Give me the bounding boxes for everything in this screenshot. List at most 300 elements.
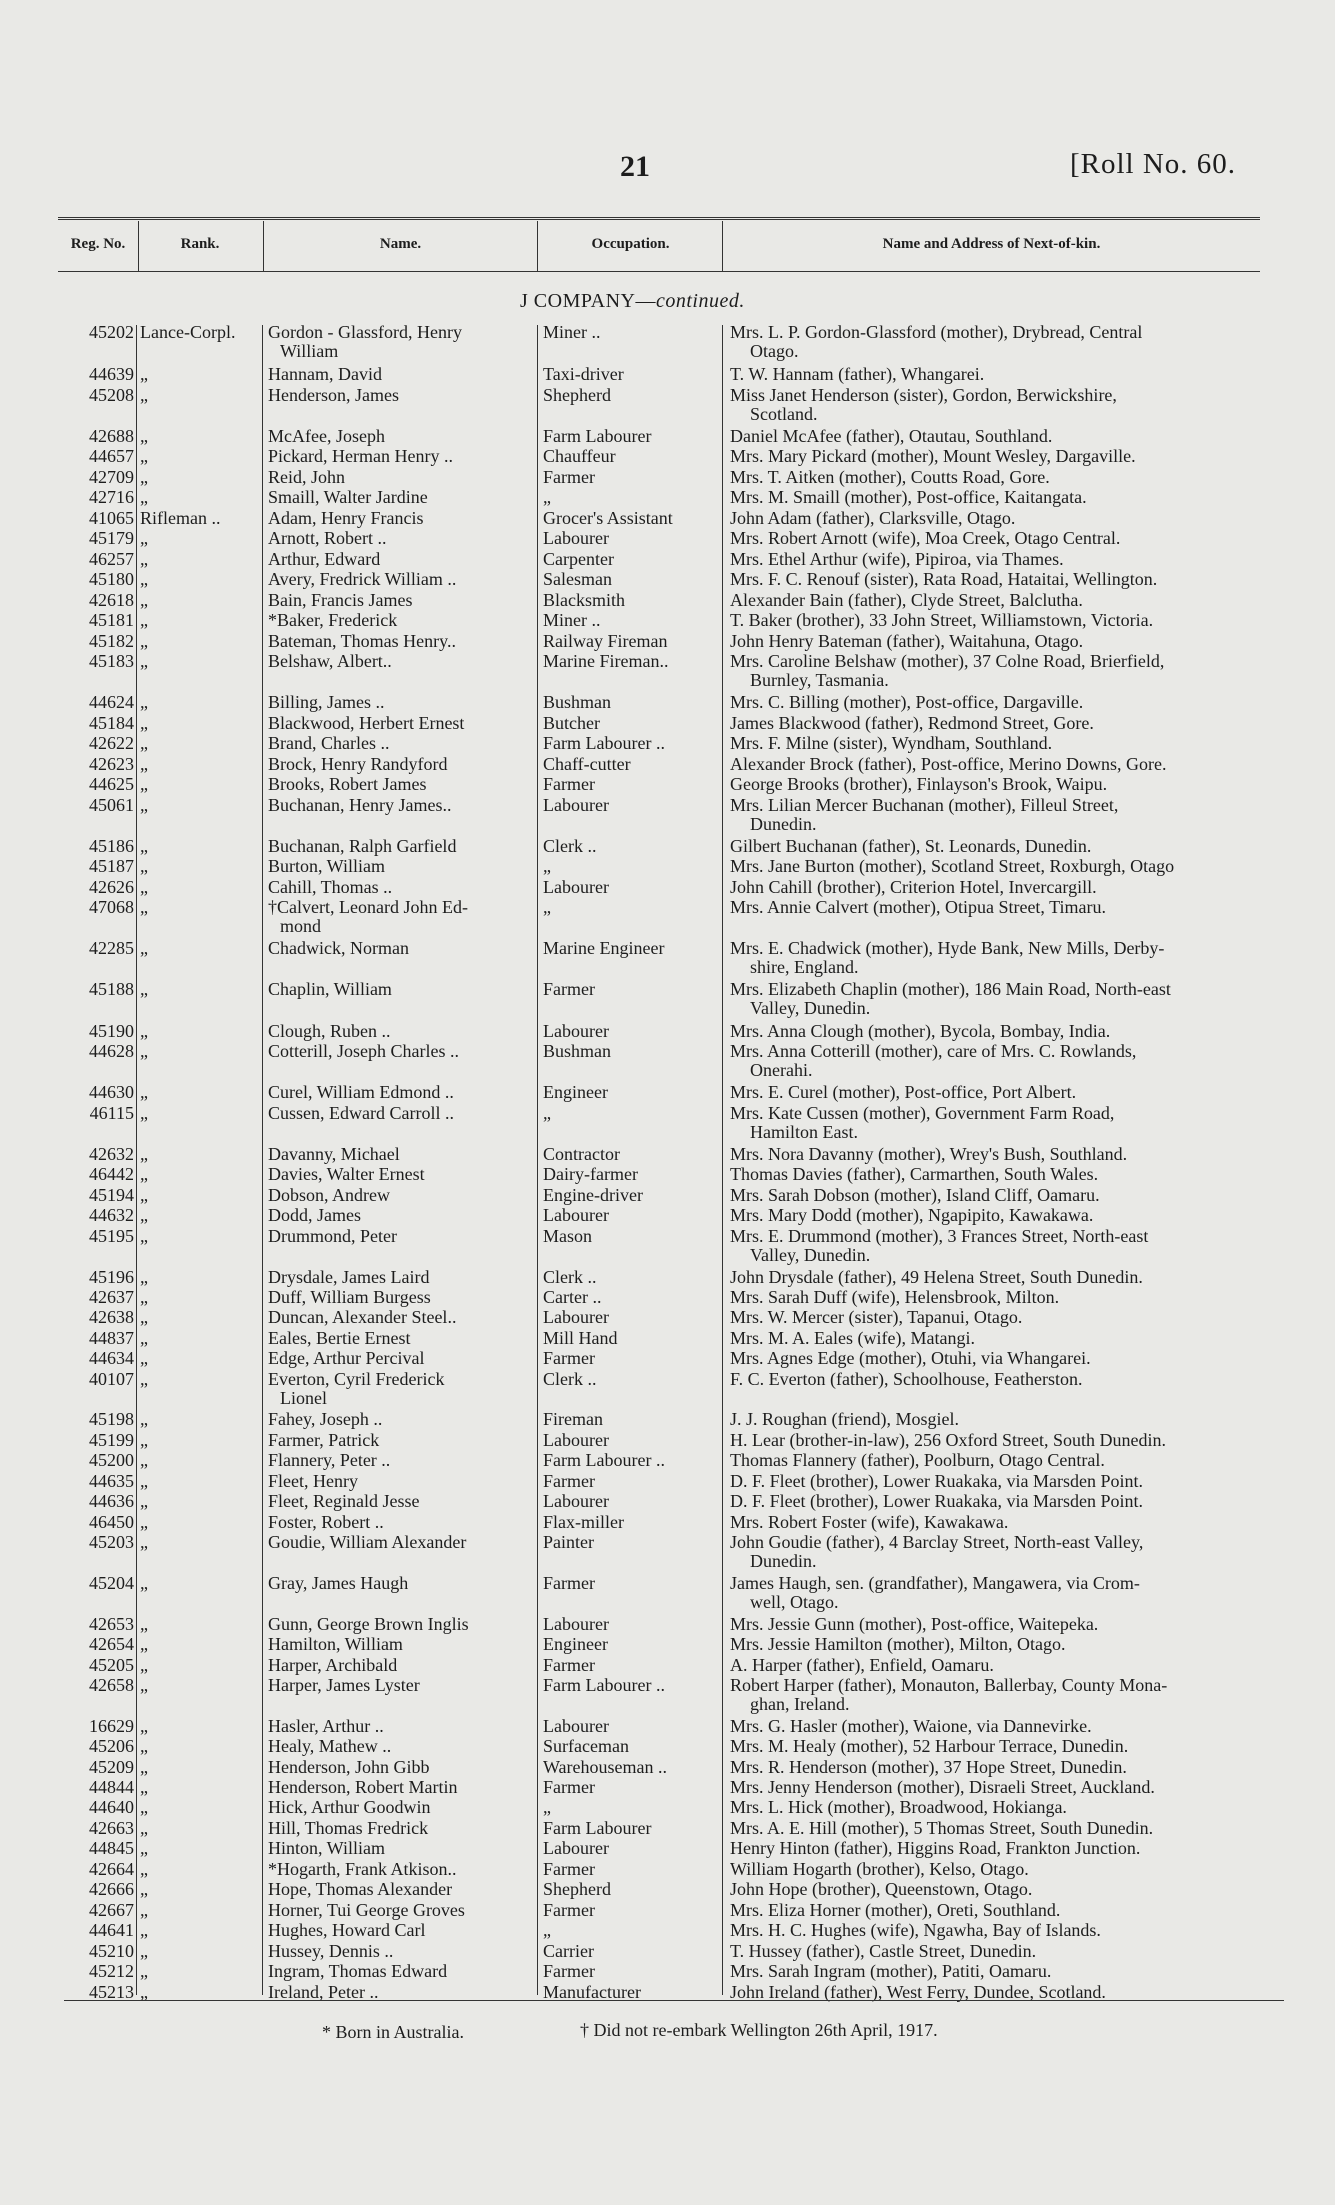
soldier-name: Duncan, Alexander Steel.. xyxy=(268,1307,457,1327)
footnote-born-australia: * Born in Australia. xyxy=(322,2022,464,2042)
occupation: „ xyxy=(543,1103,551,1123)
occupation: Grocer's Assistant xyxy=(543,508,673,528)
next-of-kin: Mrs. E. Chadwick (mother), Hyde Bank, New Mills, Derby- xyxy=(730,938,1165,958)
occupation: Miner .. xyxy=(543,322,601,342)
next-of-kin: Mrs. Annie Calvert (mother), Otipua Street, Timaru. xyxy=(730,897,1106,917)
reg-number: 44636 xyxy=(89,1491,134,1511)
rank: „ xyxy=(140,1430,148,1450)
rank: „ xyxy=(140,1226,148,1246)
soldier-name: Healy, Mathew .. xyxy=(268,1736,392,1756)
soldier-name: Flannery, Peter .. xyxy=(268,1450,391,1470)
reg-number: 44641 xyxy=(89,1920,134,1940)
roll-label: [Roll No. 60. xyxy=(1070,148,1237,180)
occupation: Farmer xyxy=(543,1348,595,1368)
soldier-name: Ingram, Thomas Edward xyxy=(268,1961,448,1981)
occupation: „ xyxy=(543,897,551,917)
rank: „ xyxy=(140,1675,148,1695)
rank: „ xyxy=(140,1634,148,1654)
rank: „ xyxy=(140,487,148,507)
soldier-name: †Calvert, Leonard John Ed- xyxy=(268,897,468,917)
reg-number: 42663 xyxy=(89,1818,134,1838)
next-of-kin-continued: well, Otago. xyxy=(750,1592,839,1612)
rank: „ xyxy=(140,1471,148,1491)
occupation: Mill Hand xyxy=(543,1328,618,1348)
rank: „ xyxy=(140,446,148,466)
soldier-name: Everton, Cyril Frederick xyxy=(268,1369,445,1389)
next-of-kin: William Hogarth (brother), Kelso, Otago. xyxy=(730,1859,1029,1879)
rank: „ xyxy=(140,1041,148,1061)
occupation: „ xyxy=(543,1797,551,1817)
next-of-kin-continued: Otago. xyxy=(750,341,799,361)
occupation: Labourer xyxy=(543,877,609,897)
soldier-name: Brand, Charles .. xyxy=(268,733,390,753)
next-of-kin: Mrs. E. Curel (mother), Post-office, Port Albert. xyxy=(730,1082,1077,1102)
next-of-kin: James Haugh, sen. (grandfather), Mangawera, via Crom- xyxy=(730,1573,1140,1593)
soldier-name: Belshaw, Albert.. xyxy=(268,651,392,671)
occupation: Farm Labourer .. xyxy=(543,733,665,753)
rank: „ xyxy=(140,1879,148,1899)
soldier-name: Hannam, David xyxy=(268,364,382,384)
reg-number: 44845 xyxy=(89,1838,134,1858)
soldier-name: Fahey, Joseph .. xyxy=(268,1409,383,1429)
next-of-kin: Mrs. Lilian Mercer Buchanan (mother), Filleul Street, xyxy=(730,795,1119,815)
next-of-kin: Mrs. F. Milne (sister), Wyndham, Southland. xyxy=(730,733,1053,753)
top-rule xyxy=(58,217,1260,220)
next-of-kin-continued: Valley, Dunedin. xyxy=(750,998,871,1018)
reg-number: 45198 xyxy=(89,1409,134,1429)
next-of-kin-continued: Dunedin. xyxy=(750,1551,817,1571)
reg-number: 42667 xyxy=(89,1900,134,1920)
next-of-kin: Mrs. Kate Cussen (mother), Government Farm Road, xyxy=(730,1103,1115,1123)
next-of-kin: John Cahill (brother), Criterion Hotel, Invercargill. xyxy=(730,877,1097,897)
soldier-name: Chadwick, Norman xyxy=(268,938,409,958)
soldier-name: Billing, James .. xyxy=(268,692,385,712)
soldier-name: Edge, Arthur Percival xyxy=(268,1348,425,1368)
rank: „ xyxy=(140,836,148,856)
soldier-name: Gordon - Glassford, Henry xyxy=(268,322,462,342)
occupation: Carrier xyxy=(543,1941,594,1961)
soldier-name: Bain, Francis James xyxy=(268,590,413,610)
occupation: Farmer xyxy=(543,979,595,999)
rank: „ xyxy=(140,692,148,712)
reg-number: 45194 xyxy=(89,1185,134,1205)
next-of-kin-continued: Valley, Dunedin. xyxy=(750,1245,871,1265)
reg-number: 45196 xyxy=(89,1267,134,1287)
next-of-kin: Thomas Davies (father), Carmarthen, South Wales. xyxy=(730,1164,1099,1184)
next-of-kin: Mrs. M. Healy (mother), 52 Harbour Terrace, Dunedin. xyxy=(730,1736,1129,1756)
next-of-kin: Mrs. Jenny Henderson (mother), Disraeli Street, Auckland. xyxy=(730,1777,1155,1797)
reg-number: 42623 xyxy=(89,754,134,774)
soldier-name: Ireland, Peter .. xyxy=(268,1982,379,2002)
reg-number: 45190 xyxy=(89,1021,134,1041)
occupation: Engineer xyxy=(543,1634,608,1654)
reg-number: 42638 xyxy=(89,1307,134,1327)
occupation: Chaff-cutter xyxy=(543,754,631,774)
next-of-kin: D. F. Fleet (brother), Lower Ruakaka, via Marsden Point. xyxy=(730,1491,1143,1511)
next-of-kin: John Adam (father), Clarksville, Otago. xyxy=(730,508,1016,528)
reg-number: 44657 xyxy=(89,446,134,466)
occupation: Farmer xyxy=(543,774,595,794)
soldier-name: Foster, Robert .. xyxy=(268,1512,384,1532)
next-of-kin: John Ireland (father), West Ferry, Dundee, Scotland. xyxy=(730,1982,1106,2002)
reg-number: 42632 xyxy=(89,1144,134,1164)
header-rank: Rank. xyxy=(180,236,220,252)
rank: „ xyxy=(140,467,148,487)
reg-number: 42716 xyxy=(89,487,134,507)
occupation: Blacksmith xyxy=(543,590,625,610)
rank: „ xyxy=(140,385,148,405)
reg-number: 42666 xyxy=(89,1879,134,1899)
occupation: Salesman xyxy=(543,569,612,589)
next-of-kin: Mrs. M. A. Eales (wife), Matangi. xyxy=(730,1328,975,1348)
next-of-kin: Mrs. Jane Burton (mother), Scotland Street, Roxburgh, Otago xyxy=(730,856,1175,876)
reg-number: 40107 xyxy=(89,1369,134,1389)
next-of-kin: Mrs. T. Aitken (mother), Coutts Road, Gore. xyxy=(730,467,1050,487)
occupation: „ xyxy=(543,856,551,876)
reg-number: 42285 xyxy=(89,938,134,958)
soldier-name: Cotterill, Joseph Charles .. xyxy=(268,1041,459,1061)
next-of-kin: T. Baker (brother), 33 John Street, Williamstown, Victoria. xyxy=(730,610,1154,630)
next-of-kin: Mrs. L. Hick (mother), Broadwood, Hokianga. xyxy=(730,1797,1067,1817)
rank: „ xyxy=(140,774,148,794)
occupation: Chauffeur xyxy=(543,446,616,466)
soldier-name: Drysdale, James Laird xyxy=(268,1267,430,1287)
next-of-kin: Mrs. Robert Foster (wife), Kawakawa. xyxy=(730,1512,1009,1532)
occupation: Farmer xyxy=(543,1961,595,1981)
reg-number: 42709 xyxy=(89,467,134,487)
rank: „ xyxy=(140,651,148,671)
occupation: Labourer xyxy=(543,528,609,548)
occupation: Clerk .. xyxy=(543,1369,597,1389)
reg-number: 42626 xyxy=(89,877,134,897)
soldier-name: Hussey, Dennis .. xyxy=(268,1941,394,1961)
reg-number: 45210 xyxy=(89,1941,134,1961)
next-of-kin: John Hope (brother), Queenstown, Otago. xyxy=(730,1879,1033,1899)
reg-number: 42658 xyxy=(89,1675,134,1695)
rank: „ xyxy=(140,1573,148,1593)
soldier-name: Harper, Archibald xyxy=(268,1655,398,1675)
reg-number: 44635 xyxy=(89,1471,134,1491)
rank: „ xyxy=(140,1941,148,1961)
soldier-name: Hinton, William xyxy=(268,1838,385,1858)
next-of-kin-continued: shire, England. xyxy=(750,957,859,977)
soldier-name: Cahill, Thomas .. xyxy=(268,877,393,897)
next-of-kin: Mrs. Agnes Edge (mother), Otuhi, via Whangarei. xyxy=(730,1348,1091,1368)
reg-number: 44837 xyxy=(89,1328,134,1348)
rank: „ xyxy=(140,631,148,651)
occupation: Mason xyxy=(543,1226,592,1246)
soldier-name: Clough, Ruben .. xyxy=(268,1021,391,1041)
next-of-kin: H. Lear (brother-in-law), 256 Oxford Street, South Dunedin. xyxy=(730,1430,1167,1450)
soldier-name: Goudie, William Alexander xyxy=(268,1532,467,1552)
rank: „ xyxy=(140,1328,148,1348)
occupation: Carpenter xyxy=(543,549,614,569)
reg-number: 42622 xyxy=(89,733,134,753)
reg-number: 44624 xyxy=(89,692,134,712)
soldier-name: Fleet, Reginald Jesse xyxy=(268,1491,420,1511)
occupation: Painter xyxy=(543,1532,594,1552)
page-number: 21 xyxy=(620,150,650,183)
next-of-kin: Mrs. H. C. Hughes (wife), Ngawha, Bay of Islands. xyxy=(730,1920,1101,1940)
next-of-kin-continued: Burnley, Tasmania. xyxy=(750,670,889,690)
soldier-name-continued: mond xyxy=(280,916,322,936)
col-divider xyxy=(537,325,538,1995)
reg-number: 45181 xyxy=(89,610,134,630)
next-of-kin-continued: Hamilton East. xyxy=(750,1122,858,1142)
col-divider xyxy=(138,221,139,271)
reg-number: 45061 xyxy=(89,795,134,815)
next-of-kin: Mrs. R. Henderson (mother), 37 Hope Street, Dunedin. xyxy=(730,1757,1127,1777)
rank: „ xyxy=(140,610,148,630)
rank: „ xyxy=(140,590,148,610)
next-of-kin: Mrs. Sarah Duff (wife), Helensbrook, Milton. xyxy=(730,1287,1060,1307)
reg-number: 45200 xyxy=(89,1450,134,1470)
soldier-name: Burton, William xyxy=(268,856,385,876)
next-of-kin: Thomas Flannery (father), Poolburn, Otago Central. xyxy=(730,1450,1105,1470)
rank: „ xyxy=(140,1961,148,1981)
rank: „ xyxy=(140,1920,148,1940)
occupation: Farm Labourer xyxy=(543,426,652,446)
soldier-name: Fleet, Henry xyxy=(268,1471,358,1491)
rank: „ xyxy=(140,1369,148,1389)
soldier-name: Drummond, Peter xyxy=(268,1226,397,1246)
occupation: Shepherd xyxy=(543,1879,611,1899)
next-of-kin: Mrs. Anna Clough (mother), Bycola, Bombay, India. xyxy=(730,1021,1111,1041)
header-occupation: Occupation. xyxy=(591,236,670,252)
reg-number: 45182 xyxy=(89,631,134,651)
reg-number: 41065 xyxy=(89,508,134,528)
next-of-kin: F. C. Everton (father), Schoolhouse, Featherston. xyxy=(730,1369,1083,1389)
reg-number: 46442 xyxy=(89,1164,134,1184)
rank: „ xyxy=(140,1736,148,1756)
rank: „ xyxy=(140,1512,148,1532)
reg-number: 45188 xyxy=(89,979,134,999)
rank: „ xyxy=(140,713,148,733)
occupation: Fireman xyxy=(543,1409,603,1429)
rank: „ xyxy=(140,1859,148,1879)
rank: „ xyxy=(140,1797,148,1817)
soldier-name: Hamilton, William xyxy=(268,1634,403,1654)
next-of-kin: D. F. Fleet (brother), Lower Ruakaka, via Marsden Point. xyxy=(730,1471,1143,1491)
occupation: Railway Fireman xyxy=(543,631,668,651)
rank: „ xyxy=(140,897,148,917)
rank: „ xyxy=(140,1082,148,1102)
reg-number: 45195 xyxy=(89,1226,134,1246)
occupation: Bushman xyxy=(543,692,612,712)
col-divider xyxy=(263,221,264,271)
occupation: Farmer xyxy=(543,1859,595,1879)
reg-number: 44630 xyxy=(89,1082,134,1102)
soldier-name: Brooks, Robert James xyxy=(268,774,427,794)
occupation: Labourer xyxy=(543,1430,609,1450)
soldier-name: *Hogarth, Frank Atkison.. xyxy=(268,1859,457,1879)
col-divider xyxy=(136,325,137,1995)
soldier-name: Reid, John xyxy=(268,467,346,487)
rank: Lance-Corpl. xyxy=(140,322,236,342)
reg-number: 45187 xyxy=(89,856,134,876)
soldier-name: Pickard, Herman Henry .. xyxy=(268,446,453,466)
next-of-kin: Daniel McAfee (father), Otautau, Southland. xyxy=(730,426,1053,446)
occupation: Labourer xyxy=(543,1205,609,1225)
header-name: Name. xyxy=(379,236,422,252)
header-reg: Reg. No. xyxy=(70,236,126,252)
header-kin: Name and Address of Next-of-kin. xyxy=(882,236,1101,252)
reg-number: 45212 xyxy=(89,1961,134,1981)
occupation: Farm Labourer .. xyxy=(543,1450,665,1470)
soldier-name: Gunn, George Brown Inglis xyxy=(268,1614,469,1634)
reg-number: 16629 xyxy=(89,1716,134,1736)
reg-number: 42637 xyxy=(89,1287,134,1307)
occupation: Labourer xyxy=(543,795,609,815)
rank: „ xyxy=(140,979,148,999)
rank: „ xyxy=(140,1838,148,1858)
col-divider xyxy=(722,221,723,271)
occupation: Taxi-driver xyxy=(543,364,624,384)
rank: „ xyxy=(140,1103,148,1123)
section-heading-continued: continued. xyxy=(655,290,745,312)
occupation: „ xyxy=(543,487,551,507)
occupation: Farmer xyxy=(543,1900,595,1920)
next-of-kin: Mrs. M. Smaill (mother), Post-office, Kaitangata. xyxy=(730,487,1087,507)
next-of-kin: Mrs. Anna Cotterill (mother), care of Mrs. C. Rowlands, xyxy=(730,1041,1137,1061)
col-divider xyxy=(262,325,263,1995)
next-of-kin: T. Hussey (father), Castle Street, Dunedin. xyxy=(730,1941,1037,1961)
rank: „ xyxy=(140,1818,148,1838)
next-of-kin: Mrs. G. Hasler (mother), Waione, via Dannevirke. xyxy=(730,1716,1092,1736)
rank: „ xyxy=(140,733,148,753)
soldier-name: Curel, William Edmond .. xyxy=(268,1082,454,1102)
next-of-kin-continued: Dunedin. xyxy=(750,814,817,834)
next-of-kin: Mrs. Caroline Belshaw (mother), 37 Colne Road, Brierfield, xyxy=(730,651,1165,671)
reg-number: 45186 xyxy=(89,836,134,856)
rank: „ xyxy=(140,1532,148,1552)
reg-number: 45206 xyxy=(89,1736,134,1756)
rank: „ xyxy=(140,426,148,446)
rank: „ xyxy=(140,754,148,774)
next-of-kin: Henry Hinton (father), Higgins Road, Frankton Junction. xyxy=(730,1838,1141,1858)
soldier-name: Davanny, Michael xyxy=(268,1144,400,1164)
rank: „ xyxy=(140,569,148,589)
rank: „ xyxy=(140,877,148,897)
occupation: Warehouseman .. xyxy=(543,1757,668,1777)
soldier-name: Buchanan, Ralph Garfield xyxy=(268,836,457,856)
column-header-row xyxy=(58,221,1260,271)
next-of-kin: Mrs. F. C. Renouf (sister), Rata Road, Hataitai, Wellington. xyxy=(730,569,1158,589)
bottom-rule xyxy=(64,2000,1284,2001)
occupation: Butcher xyxy=(543,713,600,733)
soldier-name: Henderson, John Gibb xyxy=(268,1757,430,1777)
next-of-kin: Mrs. A. E. Hill (mother), 5 Thomas Street, South Dunedin. xyxy=(730,1818,1154,1838)
occupation: Marine Engineer xyxy=(543,938,665,958)
occupation: Labourer xyxy=(543,1716,609,1736)
rank: „ xyxy=(140,856,148,876)
occupation: Farmer xyxy=(543,1777,595,1797)
next-of-kin: Mrs. E. Drummond (mother), 3 Frances Street, North-east xyxy=(730,1226,1149,1246)
occupation: Engineer xyxy=(543,1082,608,1102)
rank: „ xyxy=(140,1757,148,1777)
rank: „ xyxy=(140,1185,148,1205)
reg-number: 42688 xyxy=(89,426,134,446)
reg-number: 44634 xyxy=(89,1348,134,1368)
next-of-kin: J. J. Roughan (friend), Mosgiel. xyxy=(730,1409,959,1429)
rank: „ xyxy=(140,938,148,958)
next-of-kin: James Blackwood (father), Redmond Street, Gore. xyxy=(730,713,1094,733)
next-of-kin: Robert Harper (father), Monauton, Ballerbay, County Mona- xyxy=(730,1675,1168,1695)
next-of-kin: Miss Janet Henderson (sister), Gordon, Berwickshire, xyxy=(730,385,1117,405)
next-of-kin: Gilbert Buchanan (father), St. Leonards, Dunedin. xyxy=(730,836,1092,856)
soldier-name: Arnott, Robert .. xyxy=(268,528,387,548)
rank: „ xyxy=(140,1982,148,2002)
reg-number: 42654 xyxy=(89,1634,134,1654)
occupation: Clerk .. xyxy=(543,1267,597,1287)
reg-number: 45183 xyxy=(89,651,134,671)
next-of-kin: Mrs. L. P. Gordon-Glassford (mother), Drybread, Central xyxy=(730,322,1143,342)
soldier-name: Henderson, James xyxy=(268,385,399,405)
reg-number: 46257 xyxy=(89,549,134,569)
reg-number: 45203 xyxy=(89,1532,134,1552)
occupation: Farmer xyxy=(543,1655,595,1675)
reg-number: 44844 xyxy=(89,1777,134,1797)
soldier-name: Chaplin, William xyxy=(268,979,392,999)
soldier-name-continued: Lionel xyxy=(280,1388,327,1408)
reg-number: 42653 xyxy=(89,1614,134,1634)
next-of-kin-continued: Onerahi. xyxy=(750,1060,813,1080)
occupation: Labourer xyxy=(543,1614,609,1634)
next-of-kin: Mrs. Sarah Dobson (mother), Island Cliff, Oamaru. xyxy=(730,1185,1100,1205)
rank: „ xyxy=(140,1450,148,1470)
soldier-name: Horner, Tui George Groves xyxy=(268,1900,465,1920)
next-of-kin: John Drysdale (father), 49 Helena Street, South Dunedin. xyxy=(730,1267,1143,1287)
next-of-kin: Mrs. Mary Dodd (mother), Ngapipito, Kawakawa. xyxy=(730,1205,1094,1225)
occupation: Flax-miller xyxy=(543,1512,624,1532)
rank: „ xyxy=(140,1287,148,1307)
occupation: Clerk .. xyxy=(543,836,597,856)
reg-number: 46450 xyxy=(89,1512,134,1532)
next-of-kin: Mrs. Robert Arnott (wife), Moa Creek, Otago Central. xyxy=(730,528,1121,548)
soldier-name: Henderson, Robert Martin xyxy=(268,1777,458,1797)
rank: „ xyxy=(140,549,148,569)
reg-number: 44639 xyxy=(89,364,134,384)
next-of-kin: Alexander Brock (father), Post-office, Merino Downs, Gore. xyxy=(730,754,1167,774)
soldier-name-continued: William xyxy=(280,341,339,361)
rank: „ xyxy=(140,1491,148,1511)
occupation: „ xyxy=(543,1920,551,1940)
soldier-name: Buchanan, Henry James.. xyxy=(268,795,452,815)
next-of-kin: Mrs. Nora Davanny (mother), Wrey's Bush, Southland. xyxy=(730,1144,1128,1164)
next-of-kin: Mrs. Mary Pickard (mother), Mount Wesley, Dargaville. xyxy=(730,446,1136,466)
rank: „ xyxy=(140,1614,148,1634)
soldier-name: Hasler, Arthur .. xyxy=(268,1716,384,1736)
next-of-kin: Mrs. Jessie Hamilton (mother), Milton, Otago. xyxy=(730,1634,1066,1654)
next-of-kin: Mrs. Jessie Gunn (mother), Post-office, Waitepeka. xyxy=(730,1614,1099,1634)
rank: „ xyxy=(140,1348,148,1368)
soldier-name: Eales, Bertie Ernest xyxy=(268,1328,411,1348)
next-of-kin-continued: Scotland. xyxy=(750,404,818,424)
occupation: Miner .. xyxy=(543,610,601,630)
soldier-name: Farmer, Patrick xyxy=(268,1430,380,1450)
occupation: Labourer xyxy=(543,1307,609,1327)
occupation: Contractor xyxy=(543,1144,620,1164)
reg-number: 45202 xyxy=(89,322,134,342)
reg-number: 45179 xyxy=(89,528,134,548)
soldier-name: Bateman, Thomas Henry.. xyxy=(268,631,456,651)
next-of-kin: George Brooks (brother), Finlayson's Brook, Waipu. xyxy=(730,774,1108,794)
occupation: Labourer xyxy=(543,1491,609,1511)
next-of-kin: Alexander Bain (father), Clyde Street, Balclutha. xyxy=(730,590,1083,610)
reg-number: 47068 xyxy=(89,897,134,917)
reg-number: 44625 xyxy=(89,774,134,794)
rank: „ xyxy=(140,1777,148,1797)
